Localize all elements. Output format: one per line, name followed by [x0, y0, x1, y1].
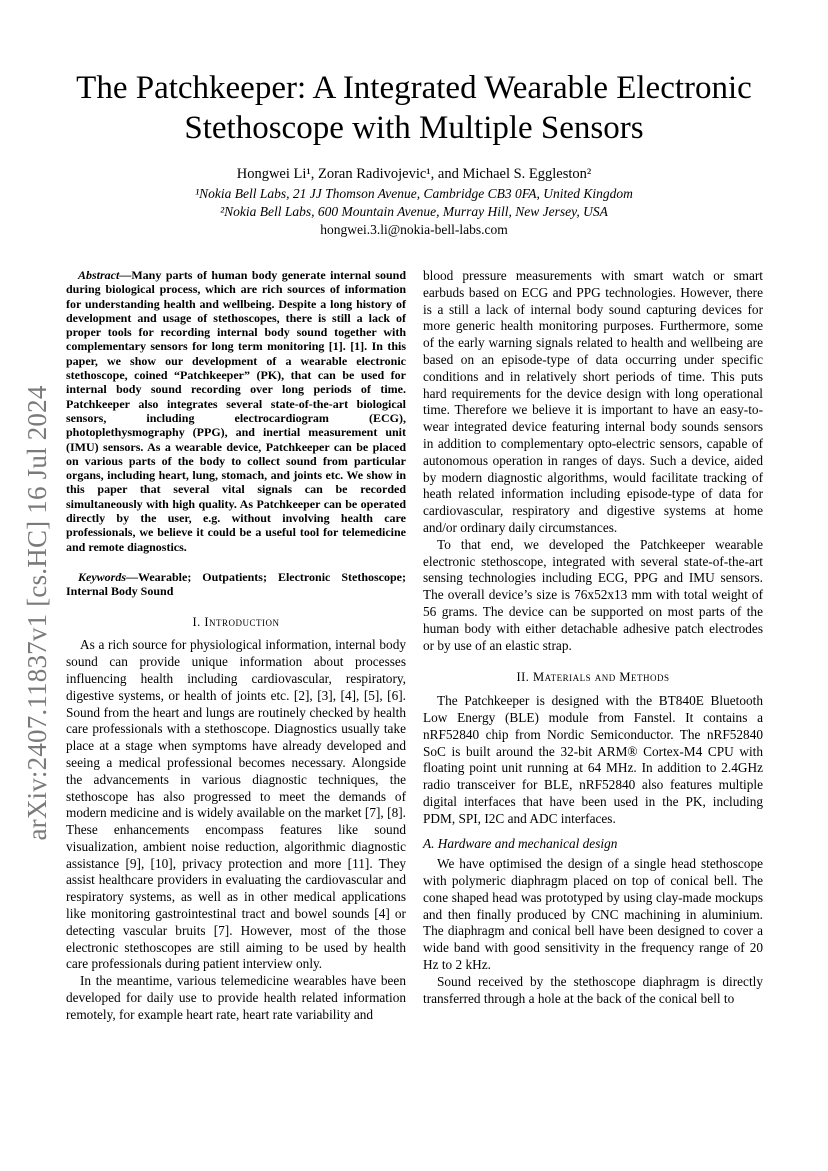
title-line-2: Stethoscope with Multiple Sensors: [184, 110, 644, 146]
abstract-label: Abstract—: [78, 268, 132, 282]
abstract-text: Many parts of human body generate internal sound during biological process, which are rich sources of information for understanding health and wellbeing. Despite a long history of development and usage of stethoscopes, there is still a lack of proper tools for recording internal body sound together with complementary sensors for long term monitoring [1]. [1]. In this paper, we show our development of a wearable electronic stethoscope, coined “Patchkeeper” (PK), that can be used for internal body sound recording over long periods of time. Patchkeeper also integrates several state-of-the-art biological sensors, including electrocardiogram (ECG), photoplethysmography (PPG), and inertial measurement unit (IMU) sensors. As a wearable device, Patchkeeper can be placed on various parts of the body to collect sound from particular organs, including heart, lung, stomach, and joints etc. We show in this paper that several vital signals can be recorded simultaneously with high quality. As Patchkeeper can be operated directly by the user, e.g. without involving health care professionals, we believe it could be a useful tool for telemedicine and remote diagnostics.: [66, 268, 406, 554]
section-heading-introduction: I. Introduction: [192, 614, 280, 629]
title-line-1: The Patchkeeper: A Integrated Wearable Electronic: [76, 70, 752, 106]
affiliation-1: ¹Nokia Bell Labs, 21 JJ Thomson Avenue, Cambridge CB3 0FA, United Kingdom: [195, 186, 633, 201]
methods-paragraph-1: The Patchkeeper is designed with the BT840E Bluetooth Low Energy (BLE) module from Fanstel. It contains a nRF52840 chip from Nordic Semiconductor. The nRF52840 SoC is built around the 32-bit ARM® Cortex-M4 CPU with floating point unit running at 64 MHz. In addition to 2.4GHz radio transceiver for BLE, nRF52840 also features multiple digital interfaces that have been used in the PK, including PDM, SPI, I2C and ADC interfaces.: [423, 693, 763, 826]
intro-paragraph-2: In the meantime, various telemedicine wearables have been developed for daily use to provide health related information remotely, for example heart rate, heart rate variability and: [66, 973, 406, 1022]
section-heading-materials-methods: II. Materials and Methods: [516, 670, 670, 685]
keywords-label: Keywords—: [78, 569, 138, 584]
keywords: [66, 570, 406, 599]
author-email: hongwei.3.li@nokia-bell-labs.com: [320, 222, 508, 237]
right-column: [423, 268, 763, 1007]
subsection-heading-hardware: A. Hardware and mechanical design: [423, 835, 618, 851]
paper-title: [40, 68, 788, 148]
hardware-paragraph-2: Sound received by the stethoscope diaphragm is directly transferred through a hole at the back of the conical bell to: [423, 973, 763, 1006]
left-column: [66, 268, 406, 1024]
intro-paragraph-1: As a rich source for physiological information, internal body sound can provide unique information about processes influencing health including cardiovascular, respiratory, digestive systems, or health of joints etc. [2], [3], [4], [5], [6]. Sound from the heart and lungs are routinely checked by health care professionals with a stethoscope. Diagnostics usually take place at a stage when symptoms have already developed and seeing a medical professional becomes necessary. Alongside the advancements in various diagnostic techniques, the stethoscope has also progressed to meet the demands of modern medicine and is widely available on the market [7], [8]. These enhancements encompass features like sound visualization, ambient noise reduction, algorithmic diagnostic assistance [9], [10], privacy protection and more [11]. They assist healthcare providers in evaluating the cardiovascular and respiratory systems, as well as in other medical applications like monitoring gastrointestinal tract and bowel sounds [4] or detecting vascular bruits [7]. However, most of the those electronic stethoscopes are still aiming to be used by health care professionals during patient interview only.: [66, 637, 406, 972]
affiliation-2: ²Nokia Bell Labs, 600 Mountain Avenue, Murray Hill, New Jersey, USA: [220, 204, 608, 219]
intro-paragraph-3: To that end, we developed the Patchkeeper wearable electronic stethoscope, integrated with several state-of-the-art sensing technologies including ECG, PPG and IMU sensors. The overall device’s size is 76x52x13 mm with total weight of 56 grams. The device can be supported on most parts of the human body with either detachable adhesive patch electrodes or by use of an elastic strap.: [423, 536, 763, 653]
abstract: [66, 268, 406, 554]
arxiv-identifier-stamp: arXiv:2407.11837v1 [cs.HC] 16 Jul 2024: [22, 385, 52, 841]
keywords-text: Wearable; Outpatients; Electronic Stethoscope; Internal Body Sound: [66, 569, 406, 599]
author-list: Hongwei Li¹, Zoran Radivojevic¹, and Michael S. Eggleston²: [236, 166, 592, 182]
intro-paragraph-2-continued: blood pressure measurements with smart watch or smart earbuds based on ECG and PPG technologies. However, there is a still a lack of internal body sound capturing devices for more generic health monitoring purposes. Furthermore, some of the early warning signals related to health and wellbeing are based on an episode-type of data occurring under specific conditions and in relatively short periods of time. This puts hard requirements for the device design with long operational time. Therefore we believe it is important to have an easy-to-wear integrated device featuring internal body sounds sensors in addition to complementary opto-electric sensors, capable of autonomous operation in ranges of days. Such a device, aided by modern diagnostic algorithms, would facilitate tracking of heath related information including episode-type of data for cardiovascular, respiratory and digestive systems at home and/or ordinary daily circumstances.: [423, 268, 763, 535]
hardware-paragraph-1: We have optimised the design of a single head stethoscope with polymeric diaphragm placed on top of conical bell. The cone shaped head was prototyped by using clay-made mockups and then finally produced by CNC machining in aluminium. The diaphragm and conical bell have been designed to cover a wide band with good sensitivity in the frequency range of 20 Hz to 2 kHz.: [423, 856, 763, 973]
